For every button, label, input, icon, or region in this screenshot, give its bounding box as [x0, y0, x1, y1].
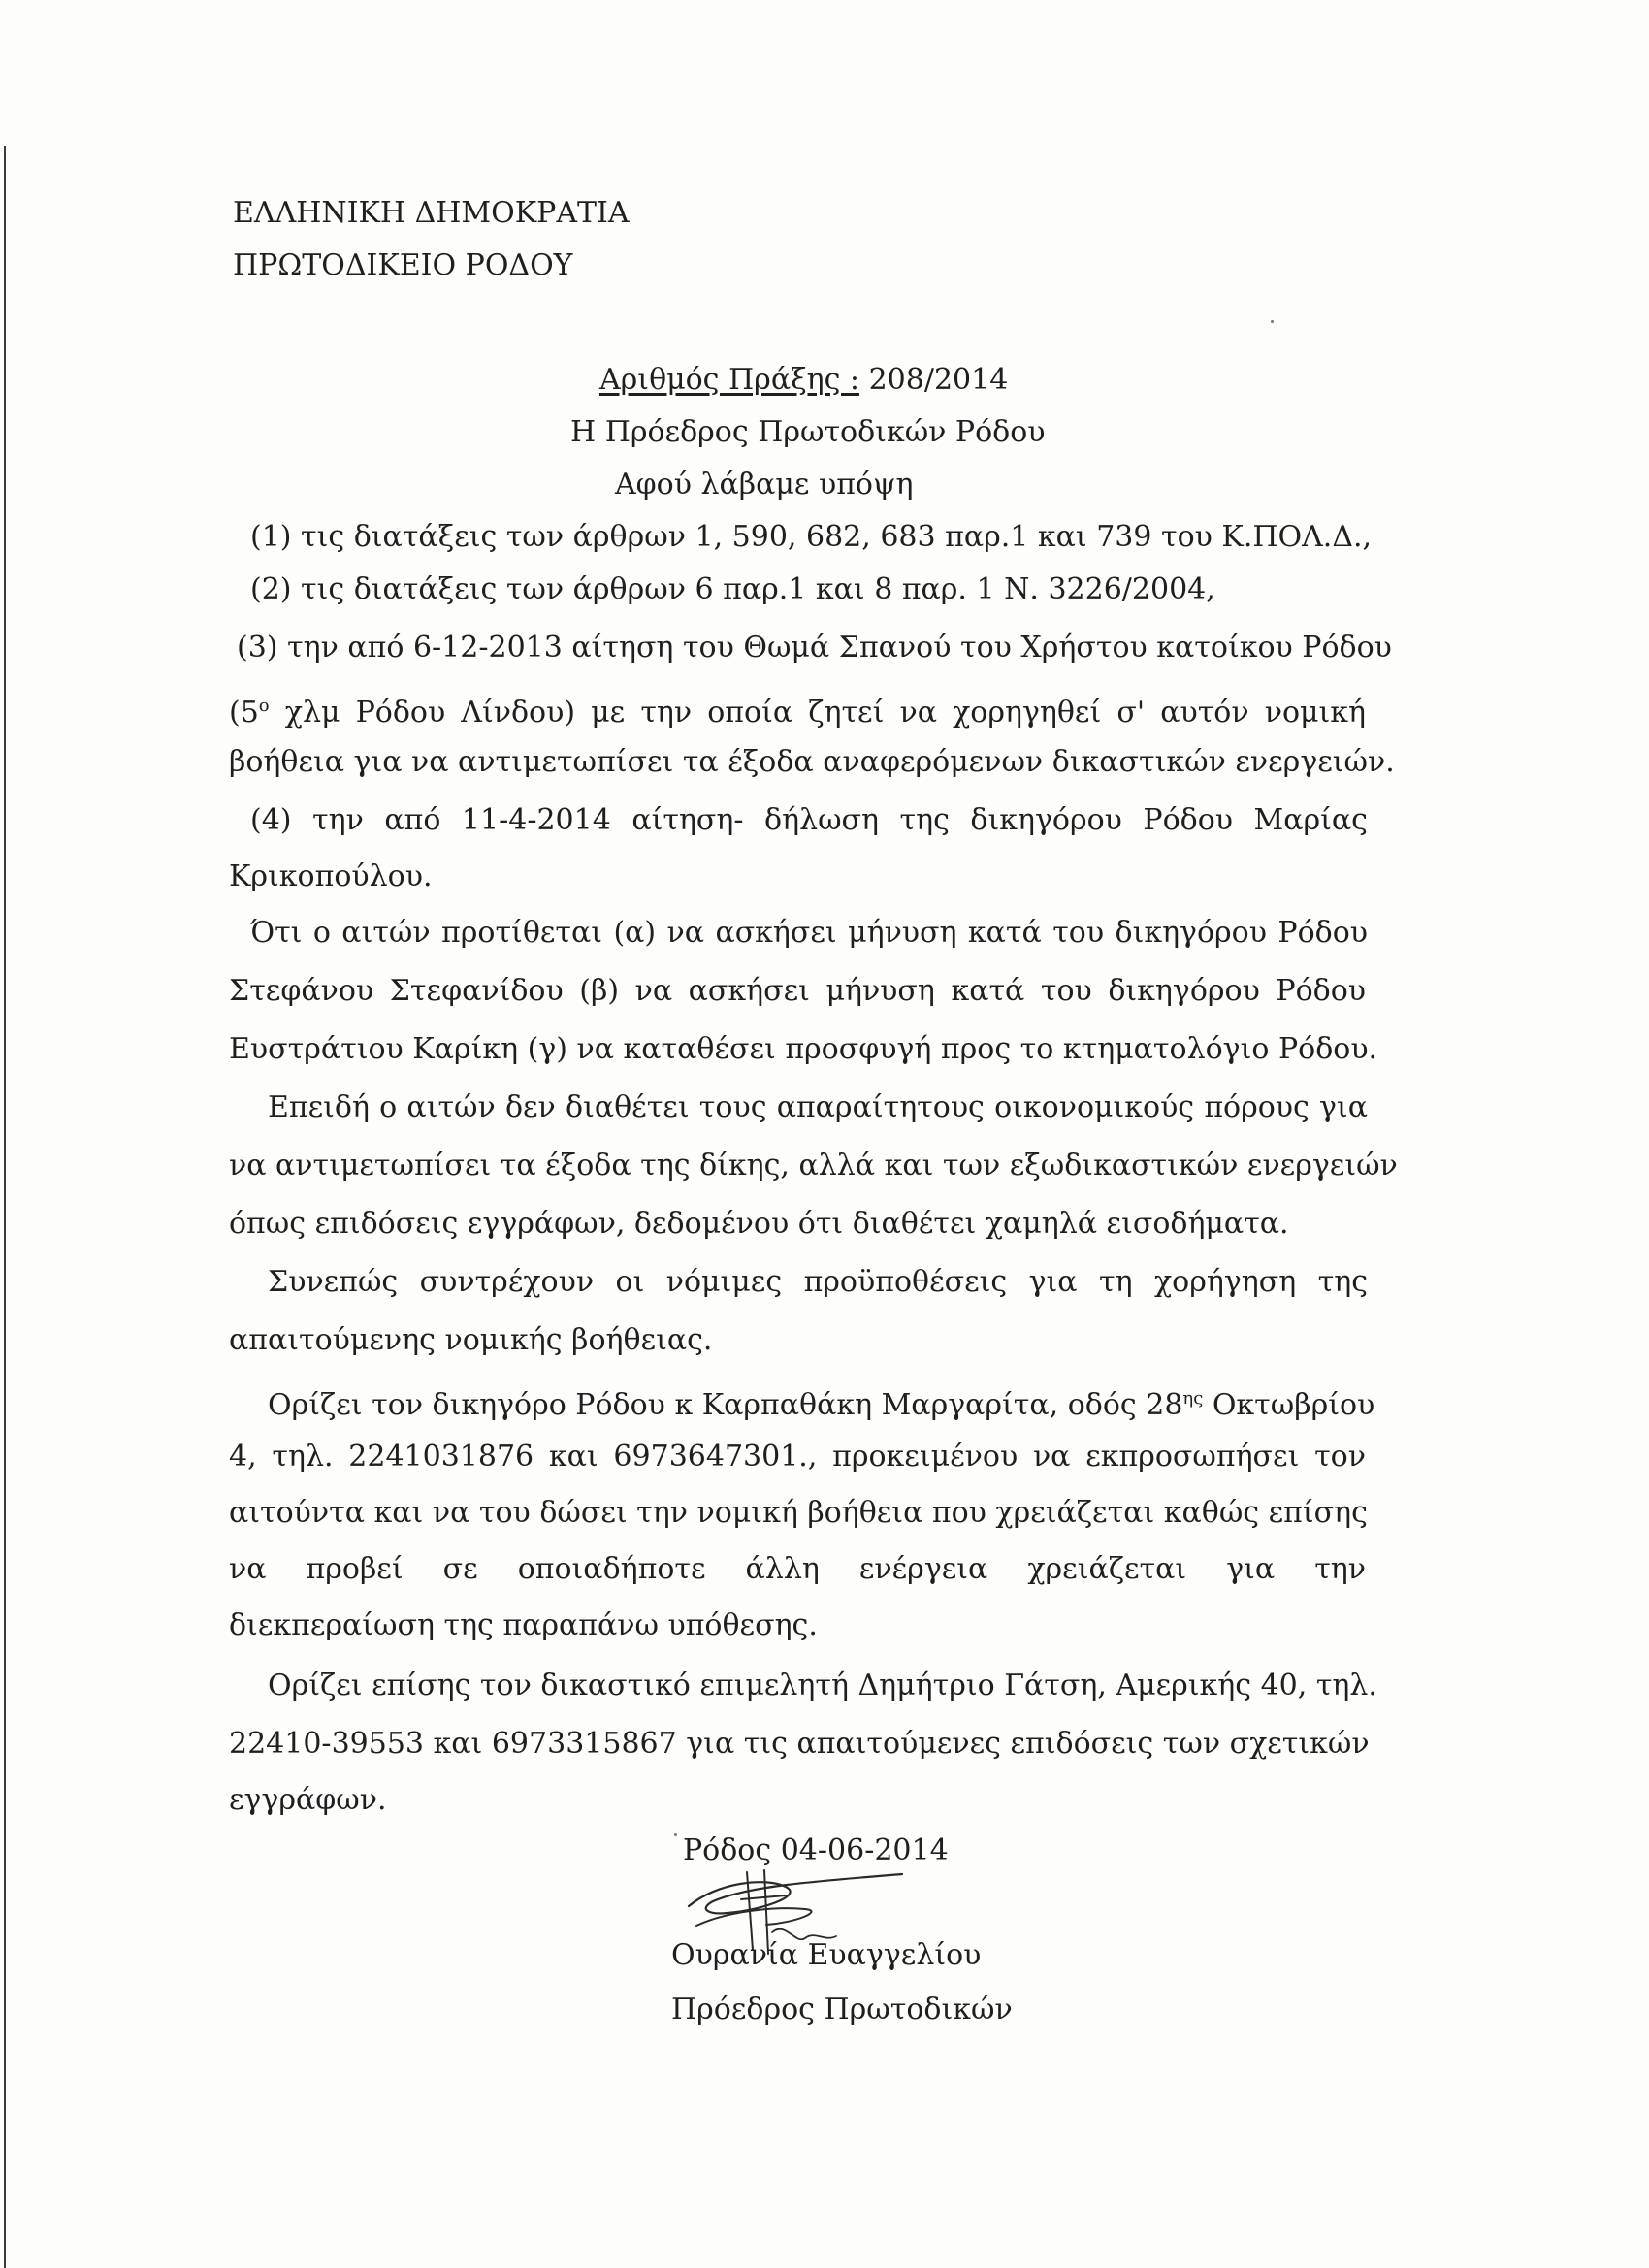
- consideration-2: (2) τις διατάξεις των άρθρων 6 παρ.1 και 8 παρ. 1 Ν. 3226/2004,: [250, 572, 1215, 606]
- paragraph-4-line-5: διεκπεραίωση της παραπάνω υπόθεσης.: [229, 1608, 818, 1642]
- act-considering: Αφού λάβαμε υπόψη: [615, 468, 914, 502]
- consideration-1: (1) τις διατάξεις των άρθρων 1, 590, 682, 683 παρ.1 και 739 του Κ.ΠΟΛ.Δ.,: [250, 520, 1373, 554]
- paragraph-5-line-2: 22410-39553 και 6973315867 για τις απαιτούμενες επιδόσεις των σχετικών: [229, 1727, 1370, 1761]
- paragraph-4-line-1: Ορίζει τον δικηγόρο Ρόδου κ Καρπαθάκη Μαργαρίτα, οδός $28^{\eta\varsigma}$ Οκτωβρίου: [268, 1388, 1375, 1422]
- paragraph-3-line-2: απαιτούμενης νομικής βοήθειας.: [229, 1323, 713, 1357]
- consideration-3-line-1: (3) την από 6-12-2013 αίτηση του Θωμά Σπανού του Χρήστου κατοίκου Ρόδου: [237, 631, 1392, 664]
- paragraph-1-line-2: Στεφάνου Στεφανίδου (β) να ασκήσει μήνυση κατά του δικηγόρου Ρόδου: [229, 974, 1366, 1008]
- paragraph-3-line-1: Συνεπώς συντρέχουν οι νόμιμες προϋποθέσεις για τη χορήγηση της: [268, 1265, 1368, 1299]
- consideration-3-line-2: ($5^o$ χλμ Ρόδου Λίνδου) με την οποία ζητεί να χορηγηθεί σ' αυτόν νομική: [229, 696, 1366, 729]
- paragraph-4-line-4: να προβεί σε οποιαδήποτε άλλη ενέργεια χρειάζεται για την: [229, 1552, 1366, 1586]
- paragraph-1-line-3: Ευστράτιου Καρίκη (γ) να καταθέσει προσφυγή προς το κτηματολόγιο Ρόδου.: [229, 1032, 1378, 1066]
- scan-edge-line: [4, 146, 6, 2268]
- act-issuer: Η Πρόεδρος Πρωτοδικών Ρόδου: [570, 415, 1046, 449]
- act-number-line: [599, 361, 1008, 400]
- paragraph-5-line-3: εγγράφων.: [229, 1783, 387, 1817]
- act-number-label: Αριθμός Πράξης :: [599, 363, 860, 397]
- signatory-title: Πρόεδρος Πρωτοδικών: [671, 1993, 1013, 2026]
- place-date: Ρόδος 04-06-2014: [683, 1833, 949, 1867]
- paragraph-2-line-1: Επειδή ο αιτών δεν διαθέτει τους απαραίτητους οικονομικούς πόρους για: [268, 1090, 1368, 1124]
- paragraph-4-line-2: 4, τηλ. 2241031876 και 6973647301., προκειμένου να εκπροσωπήσει τον: [229, 1440, 1366, 1474]
- paragraph-1-line-1: Ότι ο αιτών προτίθεται (α) να ασκήσει μήνυση κατά του δικηγόρου Ρόδου: [250, 916, 1368, 950]
- consideration-4-line-2: Κρικοπούλου.: [229, 859, 433, 893]
- header-country: ΕΛΛΗΝΙΚΗ ΔΗΜΟΚΡΑΤΙΑ: [233, 196, 630, 230]
- scan-speck: [1271, 320, 1274, 323]
- signatory-name: Ουρανία Ευαγγελίου: [671, 1938, 982, 1972]
- consideration-4-line-1: (4) την από 11-4-2014 αίτηση- δήλωση της δικηγόρου Ρόδου Μαρίας: [250, 803, 1368, 837]
- paragraph-5-line-1: Ορίζει επίσης τον δικαστικό επιμελητή Δημήτριο Γάτση, Αμερικής 40, τηλ.: [268, 1669, 1377, 1702]
- header-court: ΠΡΩΤΟΔΙΚΕΙΟ ΡΟΔΟΥ: [233, 248, 573, 282]
- paragraph-4-line-3: αιτούντα και να του δώσει την νομική βοήθεια που χρειάζεται καθώς επίσης: [229, 1496, 1368, 1530]
- act-number-value: 208/2014: [868, 363, 1009, 397]
- paragraph-2-line-3: όπως επιδόσεις εγγράφων, δεδομένου ότι διαθέτει χαμηλά εισοδήματα.: [229, 1207, 1289, 1241]
- consideration-3-line-3: βοήθεια για να αντιμετωπίσει τα έξοδα αναφερόμενων δικαστικών ενεργειών.: [229, 745, 1395, 779]
- paragraph-2-line-2: να αντιμετωπίσει τα έξοδα της δίκης, αλλά και των εξωδικαστικών ενεργειών: [229, 1149, 1398, 1183]
- scan-speck: [674, 1833, 677, 1836]
